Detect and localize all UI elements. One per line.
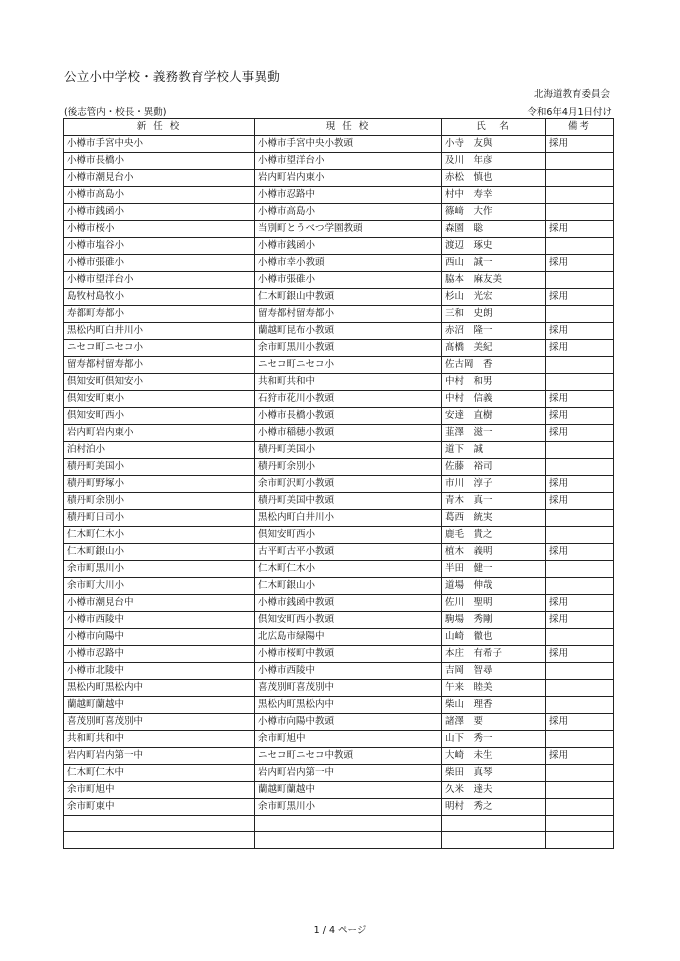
remarks-cell: 採用 [546,612,614,629]
remarks-cell [546,170,614,187]
remarks-cell [546,527,614,544]
table-row [64,306,614,323]
remarks-cell [546,697,614,714]
remarks-cell: 採用 [546,714,614,731]
name-cell: 杉山 光宏 [442,289,546,306]
name-cell: 吉岡 智尋 [442,663,546,680]
table-row [64,731,614,748]
current-school-cell: ニセコ町ニセコ中教頭 [255,748,442,765]
remarks-cell: 採用 [546,136,614,153]
remarks-cell [546,578,614,595]
table-row [64,832,614,848]
new-school-cell: 岩内町岩内東小 [64,425,255,442]
current-school-cell: 古平町古平小教頭 [255,544,442,561]
new-school-cell: 小樽市手宮中央小 [64,136,255,153]
current-school-cell: ニセコ町ニセコ小 [255,357,442,374]
name-cell: 青木 真一 [442,493,546,510]
current-school-cell: 余市町黒川小教頭 [255,340,442,357]
name-cell: 市川 淳子 [442,476,546,493]
name-cell: 三和 史朗 [442,306,546,323]
current-school-cell: 仁木町銀山小 [255,578,442,595]
name-cell: 赤沼 隆一 [442,323,546,340]
remarks-cell [546,357,614,374]
name-cell: 村中 寿幸 [442,187,546,204]
name-cell: 中村 和男 [442,374,546,391]
table-row [64,714,614,731]
name-cell: 森園 聡 [442,221,546,238]
table-row [64,544,614,561]
current-school-cell: 石狩市花川小教頭 [255,391,442,408]
name-cell: 明村 秀之 [442,799,546,816]
new-school-cell: 積丹町野塚小 [64,476,255,493]
new-school-cell: 小樽市潮見台中 [64,595,255,612]
table-row [64,289,614,306]
remarks-cell [546,782,614,799]
remarks-cell [546,153,614,170]
current-school-cell: 小樽市手宮中央小教頭 [255,136,442,153]
name-cell: 小寺 友與 [442,136,546,153]
new-school-cell: 喜茂別町喜茂別中 [64,714,255,731]
transfer-table [63,118,614,849]
new-school-cell: 寿都町寿都小 [64,306,255,323]
current-school-cell: 小樽市銭函小 [255,238,442,255]
name-cell: 及川 年彦 [442,153,546,170]
name-cell: 中村 信義 [442,391,546,408]
table-row [64,510,614,527]
new-school-cell: 小樽市忍路中 [64,646,255,663]
current-school-cell: 積丹町美国小 [255,442,442,459]
remarks-cell [546,799,614,816]
new-school-cell: 黒松内町白井川小 [64,323,255,340]
remarks-cell: 採用 [546,391,614,408]
new-school-cell: 倶知安町倶知安小 [64,374,255,391]
table-row [64,408,614,425]
new-school-cell: 共和町共和中 [64,731,255,748]
remarks-cell [546,238,614,255]
name-cell [442,832,546,848]
name-cell: 大崎 未生 [442,748,546,765]
new-school-cell: 倶知安町西小 [64,408,255,425]
new-school-cell: 積丹町美国小 [64,459,255,476]
current-school-cell: 小樽市高島小 [255,204,442,221]
name-cell: 駒場 秀剛 [442,612,546,629]
current-school-cell: 当別町とうべつ学園教頭 [255,221,442,238]
column-header-name: 氏 名 [442,119,546,136]
new-school-cell [64,816,255,832]
name-cell: 山崎 徹也 [442,629,546,646]
new-school-cell: 小樽市潮見台小 [64,170,255,187]
current-school-cell: 小樽市幸小教頭 [255,255,442,272]
table-row [64,272,614,289]
name-cell: 柴田 真琴 [442,765,546,782]
table-body [64,136,614,849]
document-subtitle: (後志管内・校長・異動) [64,107,167,118]
table-header-row [64,119,614,136]
new-school-cell: 積丹町日司小 [64,510,255,527]
new-school-cell: 黒松内町黒松内中 [64,680,255,697]
new-school-cell: 小樽市塩谷小 [64,238,255,255]
remarks-cell: 採用 [546,544,614,561]
current-school-cell: 小樽市張碓小 [255,272,442,289]
table-row [64,323,614,340]
new-school-cell: 仁木町銀山小 [64,544,255,561]
new-school-cell: 余市町黒川小 [64,561,255,578]
table-row [64,561,614,578]
remarks-cell: 採用 [546,221,614,238]
new-school-cell: 岩内町岩内第一中 [64,748,255,765]
current-school-cell: 余市町沢町小教頭 [255,476,442,493]
name-cell: 本庄 有希子 [442,646,546,663]
name-cell: 葛西 統実 [442,510,546,527]
new-school-cell: 積丹町余別小 [64,493,255,510]
name-cell: 半田 健一 [442,561,546,578]
table-row [64,765,614,782]
table-row [64,578,614,595]
table-row [64,816,614,832]
name-cell: 渡辺 琢史 [442,238,546,255]
new-school-cell: 余市町大川小 [64,578,255,595]
table-row [64,187,614,204]
current-school-cell: 仁木町仁木小 [255,561,442,578]
name-cell: 佐藤 裕司 [442,459,546,476]
table-row [64,459,614,476]
current-school-cell: 小樽市銭函中教頭 [255,595,442,612]
name-cell: 韮澤 滋一 [442,425,546,442]
current-school-cell: 小樽市長橋小教頭 [255,408,442,425]
column-header-current-school: 現 任 校 [255,119,442,136]
new-school-cell: 小樽市長橋小 [64,153,255,170]
remarks-cell: 採用 [546,748,614,765]
remarks-cell: 採用 [546,425,614,442]
remarks-cell [546,561,614,578]
table-row [64,493,614,510]
name-cell: 篠﨑 大作 [442,204,546,221]
new-school-cell: 仁木町仁木小 [64,527,255,544]
table-row [64,374,614,391]
current-school-cell: 小樽市桜町中教頭 [255,646,442,663]
new-school-cell: 小樽市張碓小 [64,255,255,272]
table-row [64,204,614,221]
table-row [64,442,614,459]
table-row [64,357,614,374]
remarks-cell: 採用 [546,323,614,340]
remarks-cell [546,442,614,459]
table-row [64,476,614,493]
name-cell: 植木 義明 [442,544,546,561]
current-school-cell: 留寿都村留寿都小 [255,306,442,323]
name-cell: 鹿毛 貴之 [442,527,546,544]
new-school-cell: 留寿都村留寿都小 [64,357,255,374]
issuer-label: 北海道教育委員会 [533,89,610,100]
current-school-cell: 蘭越町昆布小教頭 [255,323,442,340]
remarks-cell [546,374,614,391]
current-school-cell: 余市町旭中 [255,731,442,748]
name-cell: 脇本 麻友美 [442,272,546,289]
table-row [64,527,614,544]
new-school-cell: 余市町東中 [64,799,255,816]
current-school-cell: 小樽市西陵中 [255,663,442,680]
new-school-cell: 倶知安町東小 [64,391,255,408]
current-school-cell: 小樽市望洋台小 [255,153,442,170]
table-row [64,170,614,187]
table-row [64,646,614,663]
new-school-cell: 泊村泊小 [64,442,255,459]
current-school-cell [255,832,442,848]
table-row [64,663,614,680]
remarks-cell [546,765,614,782]
remarks-cell [546,510,614,527]
remarks-cell: 採用 [546,646,614,663]
current-school-cell: 岩内町岩内第一中 [255,765,442,782]
name-cell: 道場 伸哉 [442,578,546,595]
table-row [64,782,614,799]
remarks-cell: 採用 [546,493,614,510]
current-school-cell: 蘭越町蘭越中 [255,782,442,799]
remarks-cell [546,629,614,646]
name-cell: 山下 秀一 [442,731,546,748]
remarks-cell [546,663,614,680]
current-school-cell: 小樽市忍路中 [255,187,442,204]
new-school-cell: 小樽市桜小 [64,221,255,238]
name-cell: 安達 直樹 [442,408,546,425]
new-school-cell: 余市町旭中 [64,782,255,799]
table-row [64,425,614,442]
remarks-cell: 採用 [546,289,614,306]
new-school-cell: 蘭越町蘭越中 [64,697,255,714]
table-row [64,629,614,646]
name-cell [442,816,546,832]
table-row [64,238,614,255]
remarks-cell [546,187,614,204]
current-school-cell: 倶知安町西小 [255,527,442,544]
new-school-cell: 小樽市銭函小 [64,204,255,221]
current-school-cell: 喜茂別町喜茂別中 [255,680,442,697]
remarks-cell [546,204,614,221]
table-row [64,153,614,170]
remarks-cell [546,306,614,323]
new-school-cell: 島牧村島牧小 [64,289,255,306]
name-cell: 柴山 理香 [442,697,546,714]
new-school-cell: 小樽市北陵中 [64,663,255,680]
current-school-cell: 共和町共和中 [255,374,442,391]
current-school-cell: 倶知安町西小教頭 [255,612,442,629]
remarks-cell [546,731,614,748]
name-cell: 道下 誠 [442,442,546,459]
current-school-cell [255,816,442,832]
table-row [64,748,614,765]
current-school-cell: 岩内町岩内東小 [255,170,442,187]
table-row [64,255,614,272]
column-header-remarks: 備考 [546,119,614,136]
current-school-cell: 積丹町余別小 [255,459,442,476]
current-school-cell: 黒松内町黒松内中 [255,697,442,714]
name-cell: 佐川 聖明 [442,595,546,612]
current-school-cell: 北広島市緑陽中 [255,629,442,646]
name-cell: 佐古岡 香 [442,357,546,374]
new-school-cell: ニセコ町ニセコ小 [64,340,255,357]
name-cell: 午来 睦美 [442,680,546,697]
name-cell: 久米 達夫 [442,782,546,799]
new-school-cell: 小樽市向陽中 [64,629,255,646]
table-row [64,391,614,408]
remarks-cell [546,832,614,848]
new-school-cell [64,832,255,848]
name-cell: 髙橋 美紀 [442,340,546,357]
name-cell: 西山 誠一 [442,255,546,272]
remarks-cell [546,680,614,697]
remarks-cell: 採用 [546,408,614,425]
current-school-cell: 小樽市稲穂小教頭 [255,425,442,442]
remarks-cell [546,816,614,832]
current-school-cell: 積丹町美国中教頭 [255,493,442,510]
new-school-cell: 仁木町仁木中 [64,765,255,782]
current-school-cell: 仁木町銀山中教頭 [255,289,442,306]
current-school-cell: 小樽市向陽中教頭 [255,714,442,731]
current-school-cell: 黒松内町白井川小 [255,510,442,527]
table-row [64,680,614,697]
current-school-cell: 余市町黒川小 [255,799,442,816]
name-cell: 諸澤 要 [442,714,546,731]
remarks-cell: 採用 [546,340,614,357]
remarks-cell [546,459,614,476]
table-row [64,595,614,612]
table-row [64,612,614,629]
remarks-cell: 採用 [546,476,614,493]
table-row [64,340,614,357]
effective-date: 令和6年4月1日付け [527,107,612,118]
remarks-cell: 採用 [546,595,614,612]
table-row [64,221,614,238]
page-number: 1 / 4 ページ [313,925,367,936]
new-school-cell: 小樽市高島小 [64,187,255,204]
remarks-cell [546,272,614,289]
column-header-new-school: 新 任 校 [64,119,255,136]
table-row [64,799,614,816]
new-school-cell: 小樽市西陵中 [64,612,255,629]
name-cell: 赤松 慎也 [442,170,546,187]
table-row [64,697,614,714]
remarks-cell: 採用 [546,255,614,272]
document-title: 公立小中学校・義務教育学校人事異動 [64,69,280,84]
new-school-cell: 小樽市望洋台小 [64,272,255,289]
table-row [64,136,614,153]
